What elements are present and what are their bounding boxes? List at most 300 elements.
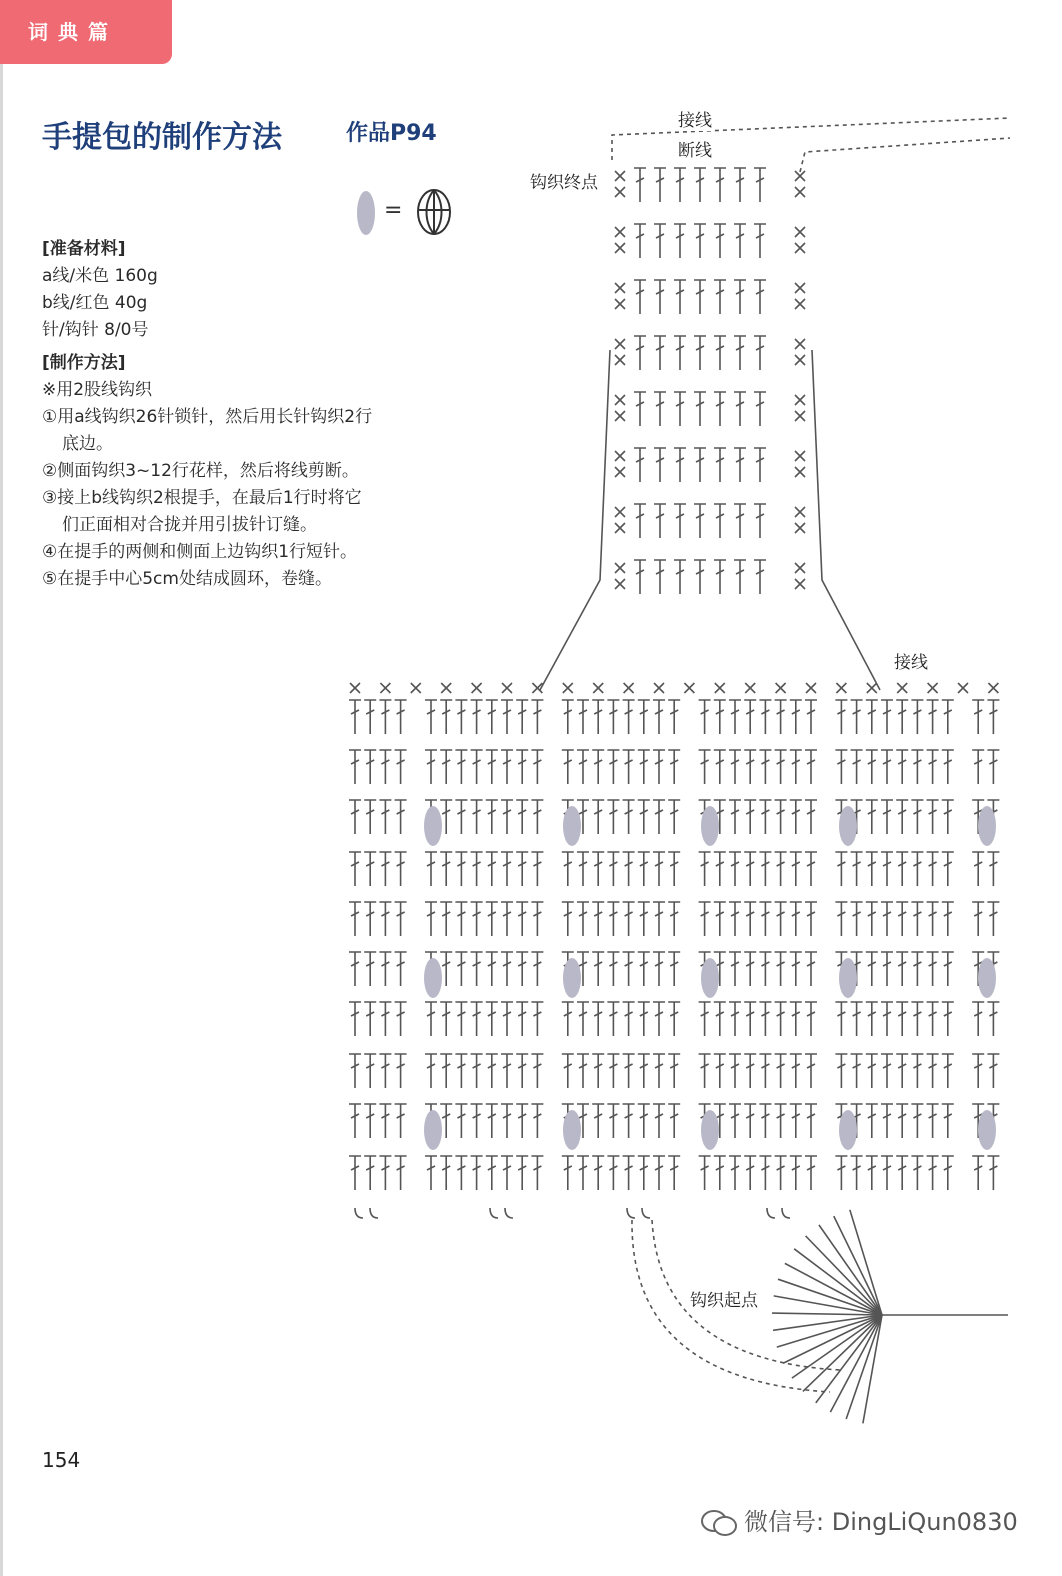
dc-stitch-mark: [440, 1104, 452, 1138]
dc-stitch-mark: [714, 336, 726, 370]
dc-stitch-mark: [501, 902, 513, 936]
dc-stitch-mark: [805, 750, 817, 784]
dc-stitch-mark: [942, 800, 954, 834]
sc-stitch-mark: [795, 171, 805, 181]
dc-stitch-mark: [972, 1054, 984, 1088]
dc-stitch-mark: [729, 1156, 741, 1190]
sc-stitch-mark: [502, 683, 512, 693]
dc-stitch-mark: [634, 280, 646, 314]
handle-left-edge: [540, 350, 610, 690]
sc-stitch-mark: [795, 283, 805, 293]
chain-loop-mark: [505, 1208, 513, 1218]
dc-stitch-mark: [744, 1002, 756, 1036]
dc-stitch-mark: [851, 750, 863, 784]
puff-oval: [839, 958, 857, 998]
dc-stitch-mark: [516, 800, 528, 834]
dc-stitch-mark: [927, 1054, 939, 1088]
dc-stitch-mark: [835, 1156, 847, 1190]
dc-stitch-mark: [654, 336, 666, 370]
dc-stitch-mark: [349, 750, 361, 784]
dc-stitch-mark: [790, 1156, 802, 1190]
dc-stitch-mark: [653, 800, 665, 834]
dc-stitch-mark: [668, 852, 680, 886]
dc-stitch-mark: [349, 1002, 361, 1036]
chain-loop-mark: [490, 1208, 498, 1218]
watermark: [700, 1502, 1018, 1537]
dc-stitch-mark: [668, 700, 680, 734]
handle-right-edge: [812, 350, 880, 690]
dc-stitch-mark: [714, 392, 726, 426]
dc-stitch-mark: [881, 700, 893, 734]
dc-stitch-mark: [395, 1104, 407, 1138]
dc-stitch-mark: [531, 750, 543, 784]
dc-stitch-mark: [866, 1054, 878, 1088]
dc-stitch-mark: [653, 902, 665, 936]
dc-stitch-mark: [623, 1054, 635, 1088]
dc-stitch-mark: [440, 1054, 452, 1088]
dc-stitch-mark: [607, 750, 619, 784]
chain-loop-mark: [782, 1208, 790, 1218]
dc-stitch-mark: [516, 952, 528, 986]
fan-stitch-mark: [830, 1315, 882, 1412]
page-title: 手提包的制作方法: [42, 120, 282, 155]
dc-stitch-mark: [501, 852, 513, 886]
dc-stitch-mark: [501, 952, 513, 986]
dc-stitch-mark: [592, 750, 604, 784]
dc-stitch-mark: [592, 800, 604, 834]
sc-stitch-mark: [715, 683, 725, 693]
dc-stitch-mark: [440, 700, 452, 734]
method-heading: [制作方法]: [42, 353, 126, 373]
dc-stitch-mark: [364, 750, 376, 784]
dc-stitch-mark: [699, 1002, 711, 1036]
fan-stitch-mark: [819, 1225, 882, 1315]
dc-stitch-mark: [638, 952, 650, 986]
sc-stitch-mark: [615, 227, 625, 237]
dc-stitch-mark: [440, 852, 452, 886]
dc-stitch-mark: [694, 392, 706, 426]
dc-stitch-mark: [927, 1002, 939, 1036]
puff-oval: [424, 1110, 442, 1150]
puff-oval: [978, 958, 996, 998]
dc-stitch-mark: [455, 800, 467, 834]
dc-stitch-mark: [674, 448, 686, 482]
dc-stitch-mark: [972, 902, 984, 936]
dc-stitch-mark: [694, 560, 706, 594]
dc-stitch-mark: [501, 700, 513, 734]
dc-stitch-mark: [881, 750, 893, 784]
dc-stitch-mark: [927, 700, 939, 734]
dc-stitch-mark: [562, 902, 574, 936]
join-dashed-line: [612, 118, 1010, 160]
dc-stitch-mark: [654, 392, 666, 426]
dc-stitch-mark: [714, 852, 726, 886]
dc-stitch-mark: [866, 952, 878, 986]
dc-stitch-mark: [638, 1002, 650, 1036]
dc-stitch-mark: [501, 1104, 513, 1138]
dc-stitch-mark: [699, 852, 711, 886]
dc-stitch-mark: [364, 1156, 376, 1190]
dc-stitch-mark: [699, 902, 711, 936]
dc-stitch-mark: [729, 902, 741, 936]
dc-stitch-mark: [623, 1104, 635, 1138]
dc-stitch-mark: [425, 1156, 437, 1190]
dc-stitch-mark: [911, 952, 923, 986]
dc-stitch-mark: [455, 750, 467, 784]
wechat-icon: [700, 1509, 738, 1537]
dc-stitch-mark: [674, 280, 686, 314]
dc-stitch-mark: [634, 168, 646, 202]
dc-stitch-mark: [471, 1002, 483, 1036]
dc-stitch-mark: [668, 800, 680, 834]
dc-stitch-mark: [835, 1054, 847, 1088]
dc-stitch-mark: [516, 1156, 528, 1190]
dc-stitch-mark: [674, 504, 686, 538]
puff-oval: [563, 806, 581, 846]
sc-stitch-mark: [795, 451, 805, 461]
dc-stitch-mark: [395, 1054, 407, 1088]
dc-stitch-mark: [638, 700, 650, 734]
section-tab: 词典篇: [0, 0, 172, 64]
dc-stitch-mark: [759, 1156, 771, 1190]
sc-stitch-mark: [472, 683, 482, 693]
dc-stitch-mark: [607, 852, 619, 886]
dc-stitch-mark: [654, 560, 666, 594]
method-step: ⑤在提手中心5cm处结成圆环，卷缝。: [42, 569, 332, 589]
dc-stitch-mark: [775, 1104, 787, 1138]
dc-stitch-mark: [486, 1104, 498, 1138]
dc-stitch-mark: [638, 1104, 650, 1138]
dc-stitch-mark: [805, 852, 817, 886]
dc-stitch-mark: [654, 448, 666, 482]
dc-stitch-mark: [634, 504, 646, 538]
dc-stitch-mark: [729, 1054, 741, 1088]
dc-stitch-mark: [942, 750, 954, 784]
dc-stitch-mark: [881, 1104, 893, 1138]
dc-stitch-mark: [607, 1054, 619, 1088]
dc-stitch-mark: [623, 852, 635, 886]
dc-stitch-mark: [927, 902, 939, 936]
sc-stitch-mark: [441, 683, 451, 693]
sc-stitch-mark: [615, 283, 625, 293]
dc-stitch-mark: [734, 168, 746, 202]
materials-heading: [准备材料]: [42, 239, 126, 259]
dc-stitch-mark: [714, 700, 726, 734]
dc-stitch-mark: [440, 750, 452, 784]
dc-stitch-mark: [516, 1002, 528, 1036]
sc-stitch-mark: [795, 523, 805, 533]
dc-stitch-mark: [654, 224, 666, 258]
sc-stitch-mark: [615, 523, 625, 533]
dc-stitch-mark: [395, 852, 407, 886]
sc-stitch-mark: [776, 683, 786, 693]
dc-stitch-mark: [759, 902, 771, 936]
dc-stitch-mark: [455, 1104, 467, 1138]
dc-stitch-mark: [592, 1104, 604, 1138]
dc-stitch-mark: [790, 1002, 802, 1036]
dc-stitch-mark: [866, 902, 878, 936]
dc-stitch-mark: [835, 700, 847, 734]
dc-stitch-mark: [866, 750, 878, 784]
dc-stitch-mark: [972, 750, 984, 784]
dc-stitch-mark: [531, 852, 543, 886]
sc-stitch-mark: [795, 579, 805, 589]
dc-stitch-mark: [531, 1104, 543, 1138]
dc-stitch-mark: [668, 1002, 680, 1036]
dc-stitch-mark: [942, 852, 954, 886]
dc-stitch-mark: [674, 392, 686, 426]
dc-stitch-mark: [607, 1104, 619, 1138]
dc-stitch-mark: [501, 1002, 513, 1036]
dc-stitch-mark: [395, 750, 407, 784]
dc-stitch-mark: [729, 700, 741, 734]
dc-stitch-mark: [896, 852, 908, 886]
dc-stitch-mark: [395, 700, 407, 734]
dc-stitch-mark: [638, 1054, 650, 1088]
dc-stitch-mark: [455, 700, 467, 734]
dc-stitch-mark: [805, 800, 817, 834]
sc-stitch-mark: [615, 243, 625, 253]
sc-stitch-mark: [380, 683, 390, 693]
dc-stitch-mark: [349, 902, 361, 936]
sc-stitch-mark: [615, 579, 625, 589]
dc-stitch-mark: [927, 800, 939, 834]
dc-stitch-mark: [531, 902, 543, 936]
sc-stitch-mark: [795, 299, 805, 309]
sc-stitch-mark: [795, 243, 805, 253]
sc-stitch-mark: [958, 683, 968, 693]
page-number: 154: [42, 1448, 81, 1472]
sc-stitch-mark: [988, 683, 998, 693]
dc-stitch-mark: [911, 750, 923, 784]
chain-loop-mark: [767, 1208, 775, 1218]
dc-stitch-mark: [987, 750, 999, 784]
material-item: a线/米色 160g: [42, 266, 158, 286]
dc-stitch-mark: [754, 392, 766, 426]
dc-stitch-mark: [562, 1156, 574, 1190]
dc-stitch-mark: [471, 852, 483, 886]
dc-stitch-mark: [379, 700, 391, 734]
dc-stitch-mark: [759, 1002, 771, 1036]
sc-stitch-mark: [897, 683, 907, 693]
dc-stitch-mark: [440, 800, 452, 834]
dc-stitch-mark: [896, 700, 908, 734]
dc-stitch-mark: [942, 902, 954, 936]
sc-stitch-mark: [928, 683, 938, 693]
dc-stitch-mark: [972, 700, 984, 734]
dc-stitch-mark: [516, 750, 528, 784]
dc-stitch-mark: [634, 392, 646, 426]
dc-stitch-mark: [987, 700, 999, 734]
dc-stitch-mark: [734, 448, 746, 482]
dc-stitch-mark: [759, 852, 771, 886]
dc-stitch-mark: [754, 168, 766, 202]
dc-stitch-mark: [911, 700, 923, 734]
dc-stitch-mark: [911, 800, 923, 834]
dc-stitch-mark: [881, 800, 893, 834]
dc-stitch-mark: [364, 700, 376, 734]
dc-stitch-mark: [668, 1054, 680, 1088]
dc-stitch-mark: [486, 1054, 498, 1088]
sc-stitch-mark: [593, 683, 603, 693]
dc-stitch-mark: [379, 800, 391, 834]
dc-stitch-mark: [486, 852, 498, 886]
dc-stitch-mark: [911, 902, 923, 936]
sc-stitch-mark: [795, 507, 805, 517]
dc-stitch-mark: [486, 700, 498, 734]
puff-oval: [839, 1110, 857, 1150]
fan-stitch-mark: [772, 1313, 882, 1315]
dc-stitch-mark: [486, 800, 498, 834]
chain-loop-mark: [370, 1208, 378, 1218]
dc-stitch-mark: [835, 852, 847, 886]
dc-stitch-mark: [638, 800, 650, 834]
material-item: b线/红色 40g: [42, 293, 148, 313]
dc-stitch-mark: [455, 1054, 467, 1088]
sc-stitch-mark: [654, 683, 664, 693]
dc-stitch-mark: [379, 1104, 391, 1138]
dc-stitch-mark: [623, 800, 635, 834]
dc-stitch-mark: [653, 1054, 665, 1088]
dc-stitch-mark: [714, 280, 726, 314]
dc-stitch-mark: [790, 902, 802, 936]
dc-stitch-mark: [455, 902, 467, 936]
method-step: ③接上b线钩织2根提手，在最后1行时将它: [42, 488, 362, 508]
dc-stitch-mark: [634, 336, 646, 370]
dc-stitch-mark: [486, 1002, 498, 1036]
dc-stitch-mark: [805, 1002, 817, 1036]
puff-oval: [563, 958, 581, 998]
dc-stitch-mark: [440, 1156, 452, 1190]
dc-stitch-mark: [881, 1002, 893, 1036]
dc-stitch-mark: [364, 1104, 376, 1138]
puff-oval: [424, 806, 442, 846]
dc-stitch-mark: [668, 750, 680, 784]
dc-stitch-mark: [425, 750, 437, 784]
dc-stitch-mark: [531, 700, 543, 734]
dc-stitch-mark: [835, 902, 847, 936]
dc-stitch-mark: [623, 700, 635, 734]
sc-stitch-mark: [795, 411, 805, 421]
dc-stitch-mark: [835, 1002, 847, 1036]
watermark-text: 微信号: DingLiQun0830: [744, 1508, 1018, 1536]
dc-stitch-mark: [744, 1054, 756, 1088]
dc-stitch-mark: [379, 902, 391, 936]
dc-stitch-mark: [531, 1002, 543, 1036]
dc-stitch-mark: [942, 1156, 954, 1190]
dc-stitch-mark: [349, 852, 361, 886]
sc-stitch-mark: [795, 467, 805, 477]
dc-stitch-mark: [694, 280, 706, 314]
dc-stitch-mark: [455, 1002, 467, 1036]
dc-stitch-mark: [927, 952, 939, 986]
dc-stitch-mark: [927, 1104, 939, 1138]
legend-equals: =: [384, 198, 403, 223]
dc-stitch-mark: [577, 1156, 589, 1190]
dc-stitch-mark: [471, 1054, 483, 1088]
dc-stitch-mark: [607, 952, 619, 986]
dc-stitch-mark: [911, 1054, 923, 1088]
dc-stitch-mark: [653, 1104, 665, 1138]
dc-stitch-mark: [759, 952, 771, 986]
dc-stitch-mark: [634, 448, 646, 482]
dc-stitch-mark: [972, 1002, 984, 1036]
dc-stitch-mark: [790, 750, 802, 784]
sc-stitch-mark: [615, 467, 625, 477]
puff-oval: [839, 806, 857, 846]
dc-stitch-mark: [851, 1002, 863, 1036]
dc-stitch-mark: [866, 700, 878, 734]
dc-stitch-mark: [754, 280, 766, 314]
dc-stitch-mark: [425, 700, 437, 734]
dc-stitch-mark: [654, 504, 666, 538]
dc-stitch-mark: [790, 952, 802, 986]
dc-stitch-mark: [699, 750, 711, 784]
dc-stitch-mark: [531, 1054, 543, 1088]
dc-stitch-mark: [471, 700, 483, 734]
dc-stitch-mark: [805, 700, 817, 734]
dc-stitch-mark: [729, 952, 741, 986]
dc-stitch-mark: [729, 852, 741, 886]
sc-stitch-mark: [350, 683, 360, 693]
dc-stitch-mark: [790, 700, 802, 734]
dc-stitch-mark: [759, 1104, 771, 1138]
method-step: ①用a线钩织26针锁针，然后用长针钩织2行: [42, 407, 373, 427]
dc-stitch-mark: [486, 952, 498, 986]
dc-stitch-mark: [623, 1156, 635, 1190]
dc-stitch-mark: [562, 750, 574, 784]
dc-stitch-mark: [972, 1156, 984, 1190]
dc-stitch-mark: [694, 448, 706, 482]
dc-stitch-mark: [896, 952, 908, 986]
dc-stitch-mark: [729, 750, 741, 784]
dc-stitch-mark: [759, 800, 771, 834]
dc-stitch-mark: [395, 902, 407, 936]
dc-stitch-mark: [714, 1156, 726, 1190]
dc-stitch-mark: [653, 750, 665, 784]
dc-stitch-mark: [754, 224, 766, 258]
dc-stitch-mark: [516, 1054, 528, 1088]
dc-stitch-mark: [577, 1054, 589, 1088]
sc-stitch-mark: [615, 411, 625, 421]
dc-stitch-mark: [851, 1054, 863, 1088]
dc-stitch-mark: [638, 750, 650, 784]
sc-stitch-mark: [795, 563, 805, 573]
dc-stitch-mark: [729, 1104, 741, 1138]
dc-stitch-mark: [440, 902, 452, 936]
dc-stitch-mark: [942, 952, 954, 986]
dc-stitch-mark: [592, 902, 604, 936]
dc-stitch-mark: [896, 902, 908, 936]
dc-stitch-mark: [734, 280, 746, 314]
dc-stitch-mark: [638, 1156, 650, 1190]
dc-stitch-mark: [754, 336, 766, 370]
dc-stitch-mark: [607, 800, 619, 834]
dc-stitch-mark: [754, 560, 766, 594]
dc-stitch-mark: [744, 700, 756, 734]
dc-stitch-mark: [896, 1104, 908, 1138]
dc-stitch-mark: [881, 1156, 893, 1190]
dc-stitch-mark: [729, 800, 741, 834]
dc-stitch-mark: [592, 700, 604, 734]
dc-stitch-mark: [638, 902, 650, 936]
dc-stitch-mark: [866, 800, 878, 834]
dc-stitch-mark: [896, 1002, 908, 1036]
dc-stitch-mark: [501, 1156, 513, 1190]
dc-stitch-mark: [754, 448, 766, 482]
sc-stitch-mark: [615, 299, 625, 309]
dc-stitch-mark: [577, 1002, 589, 1036]
